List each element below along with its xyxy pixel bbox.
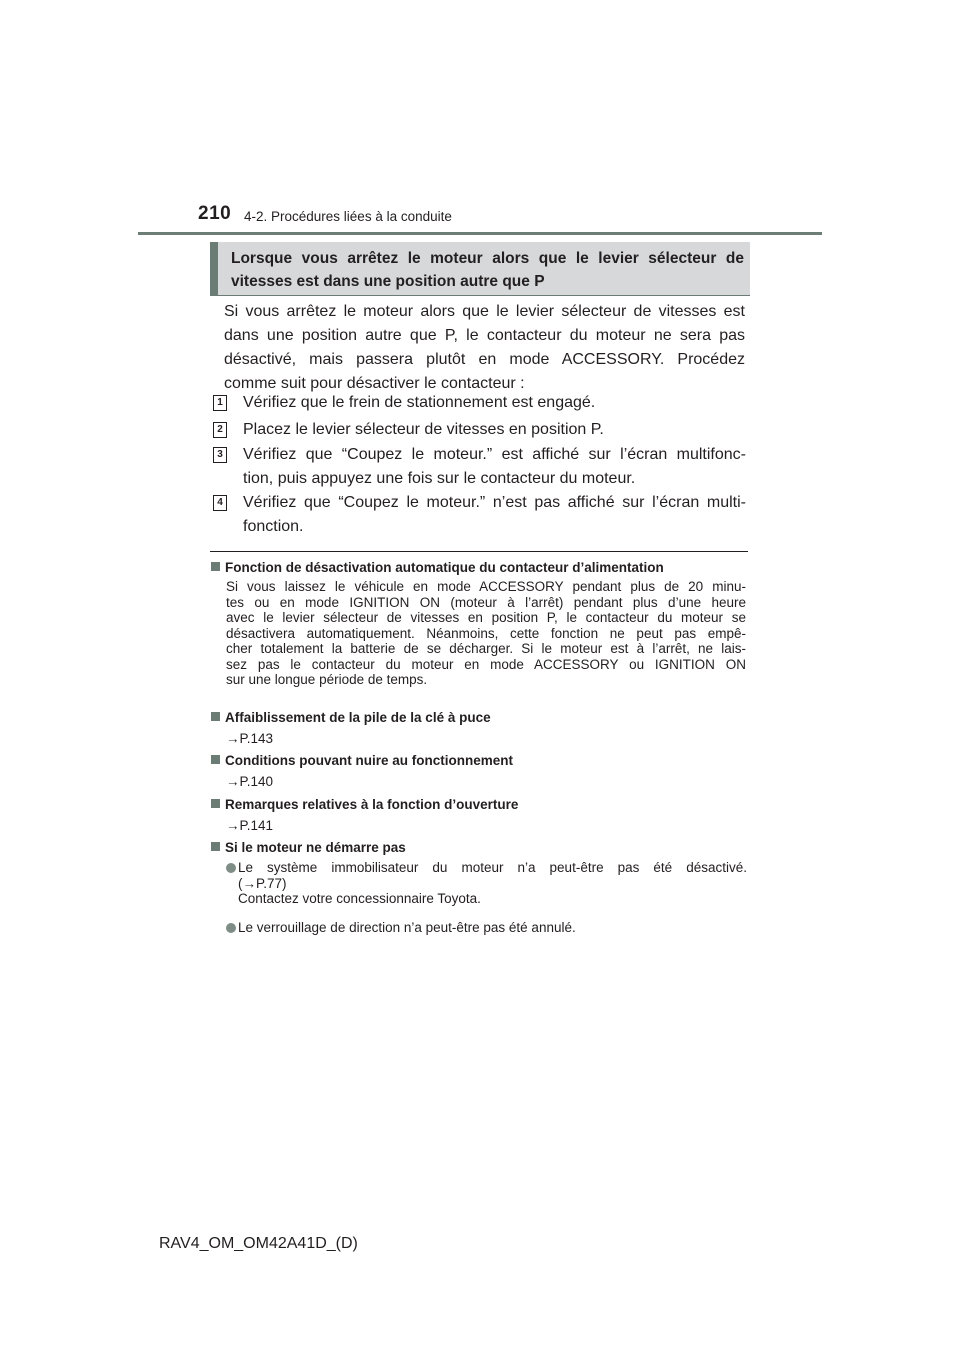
bullet-line: Contactez votre concessionnaire Toyota. — [238, 891, 481, 906]
note-title — [211, 560, 664, 575]
intro-paragraph — [224, 300, 745, 396]
section-heading-box — [210, 242, 750, 296]
step-number: 3 — [213, 447, 227, 463]
intro-line: désactivé, mais passera plutôt en mode ACCESSORY. Procédez — [224, 351, 745, 368]
page-reference-link[interactable] — [226, 731, 273, 746]
step-number: 1 — [213, 395, 227, 411]
page-reference-text: P.143 — [239, 731, 274, 746]
note-title-text: Si le moteur ne démarre pas — [225, 840, 406, 855]
bullet-text — [238, 920, 747, 936]
intro-line: Si vous arrêtez le moteur alors que le levier sélecteur de vitesses est — [224, 303, 745, 320]
note-title-text: Conditions pouvant nuire au fonctionnement — [225, 753, 513, 768]
note-title-text: Remarques relatives à la fonction d’ouverture — [225, 797, 519, 812]
step-line: tion, puis appuyez une fois sur le contacteur du moteur. — [243, 470, 636, 487]
step-text — [243, 418, 746, 442]
step-line: Vérifiez que le frein de stationnement est engagé. — [243, 394, 596, 411]
note-title — [211, 840, 406, 855]
square-bullet-icon — [211, 562, 220, 571]
step-line: Placez le levier sélecteur de vitesses en position P. — [243, 421, 604, 438]
square-bullet-icon — [211, 842, 220, 851]
intro-line: comme suit pour désactiver le contacteur : — [224, 375, 525, 392]
page-reference-link[interactable] — [226, 818, 273, 833]
bullet-line: Le verrouillage de direction n’a peut-être pas été annulé. — [238, 920, 576, 935]
note-title-text: Fonction de désactivation automatique du contacteur d’alimentation — [225, 560, 664, 575]
note-line: tes ou en mode IGNITION ON (moteur à l’arrêt) pendant plus d’une heure — [226, 594, 746, 610]
note-line: sez pas le contacteur du moteur en mode ACCESSORY ou IGNITION ON — [226, 656, 746, 672]
note-line: cher totalement la batterie de se décharger. Si le moteur est à l’arrêt, ne lais- — [226, 641, 746, 656]
page-number: 210 — [198, 203, 232, 224]
header-divider — [138, 232, 822, 235]
page-reference-text: P.141 — [239, 818, 274, 833]
note-line: avec le levier sélecteur de vitesses en position P, le contacteur du moteur se — [226, 610, 746, 625]
arrow-right-icon: → — [226, 774, 240, 789]
step-text — [243, 491, 746, 539]
step-line: fonction. — [243, 518, 304, 535]
note-title — [211, 797, 518, 812]
note-title — [211, 710, 491, 725]
note-line: désactivera automatiquement. Néanmoins, cette fonction ne peut pas empê- — [226, 625, 746, 641]
step-line: Vérifiez que “Coupez le moteur.” n’est pas affiché sur l’écran multi- — [243, 494, 746, 511]
square-bullet-icon — [211, 755, 220, 764]
round-bullet-icon — [226, 923, 236, 933]
page-reference-link[interactable] — [226, 774, 273, 789]
step-number: 2 — [213, 422, 227, 438]
note-line: Si vous laissez le véhicule en mode ACCESSORY pendant plus de 20 minu- — [226, 579, 746, 594]
note-title-text: Affaiblissement de la pile de la clé à puce — [225, 710, 491, 725]
intro-line: dans une position autre que P, le contacteur du moteur ne sera pas — [224, 327, 745, 344]
note-line: sur une longue période de temps. — [226, 672, 428, 687]
step-number: 4 — [213, 495, 227, 511]
round-bullet-icon — [226, 863, 236, 873]
section-heading-line: Lorsque vous arrêtez le moteur alors que le levier sélecteur de — [231, 250, 744, 267]
document-code: RAV4_OM_OM42A41D_(D) — [159, 1235, 358, 1252]
step-text — [243, 443, 746, 491]
bullet-text — [238, 860, 747, 907]
arrow-right-icon: → — [226, 731, 240, 746]
bullet-line: Le système immobilisateur du moteur n’a peut-être pas été désactivé. — [238, 860, 747, 875]
step-line: Vérifiez que “Coupez le moteur.” est affiché sur l’écran multifonc- — [243, 446, 746, 463]
note-body — [226, 579, 746, 688]
arrow-right-icon: → — [226, 818, 240, 833]
square-bullet-icon — [211, 799, 220, 808]
notes-divider — [210, 551, 748, 552]
bullet-line: (→P.77) — [238, 875, 287, 891]
section-heading — [231, 247, 744, 293]
section-heading-line: vitesses est dans une position autre que P — [231, 273, 545, 290]
page-reference-text: P.140 — [239, 774, 274, 789]
step-text — [243, 391, 746, 415]
section-title: 4-2. Procédures liées à la conduite — [244, 209, 452, 224]
square-bullet-icon — [211, 712, 220, 721]
note-title — [211, 753, 513, 768]
